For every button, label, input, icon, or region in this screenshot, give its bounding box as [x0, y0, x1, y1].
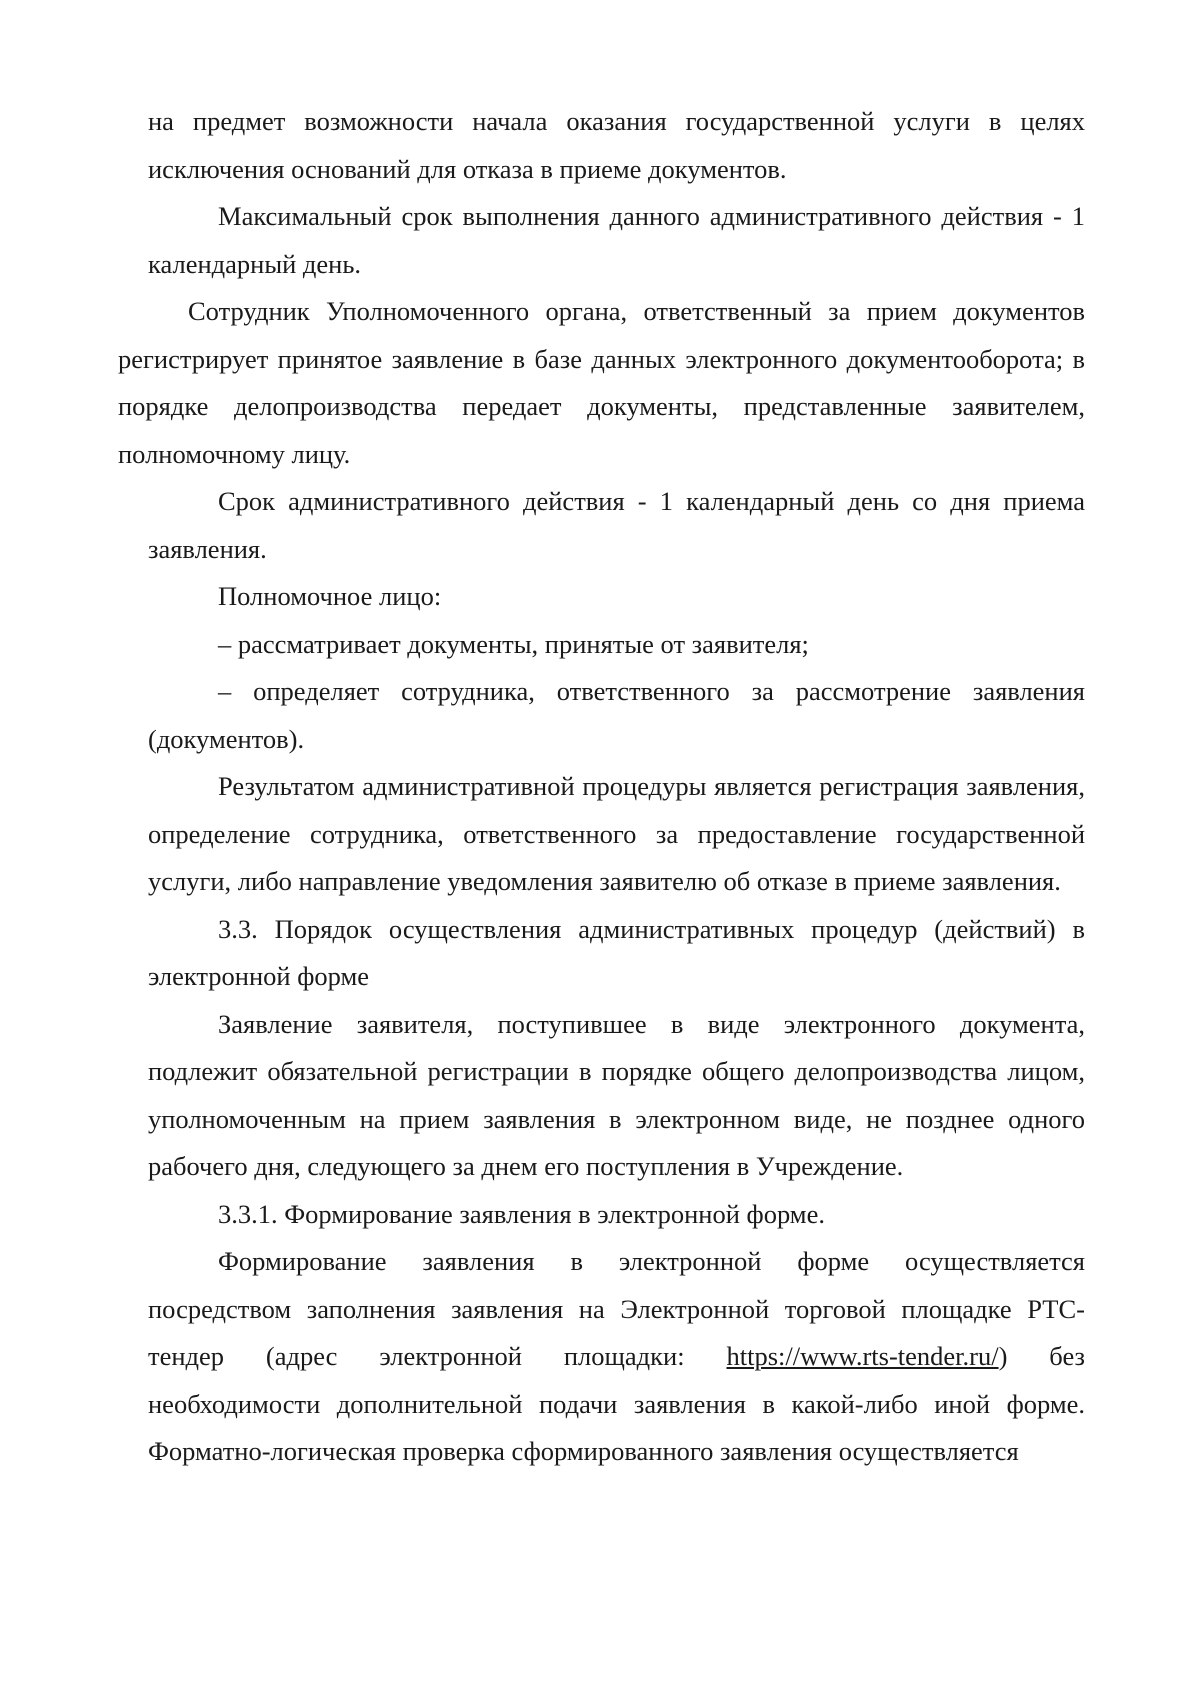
paragraph-max-term: Максимальный срок выполнения данного административного действия - 1 календарный день.	[148, 201, 1085, 279]
list-item-assigns-employee: – определяет сотрудника, ответственного за рассмотрение заявления (документов).	[148, 676, 1085, 754]
paragraph-action-term: Срок административного действия - 1 календарный день со дня приема заявления.	[148, 486, 1085, 564]
paragraph-text-before-link: Формирование заявления в электронной форме осуществляется посредством заполнения заявления на Электронной торговой площадке РТС-тендер (адрес электронной площадки:	[148, 1246, 1085, 1371]
paragraph-procedure-result: Результатом административной процедуры является регистрация заявления, определение сотрудника, ответственного за предоставление государственной услуги, либо направление уведомления заявителю об отказе в приеме заявления.	[148, 771, 1085, 896]
paragraph-forming-application	[148, 1238, 1085, 1476]
paragraph-electronic-application: Заявление заявителя, поступившее в виде электронного документа, подлежит обязательной регистрации в порядке общего делопроизводства лицом, уполномоченным на прием заявления в электронном виде, не позднее одного рабочего дня, следующего за днем его поступления в Учреждение.	[148, 1008, 1085, 1181]
rts-tender-link[interactable]: https://www.rts-tender.ru/	[726, 1341, 999, 1371]
section-heading-3-3: 3.3. Порядок осуществления административных процедур (действий) в электронной форме	[148, 913, 1085, 991]
paragraph-text-after-link: ) без необходимости дополнительной подачи заявления в какой-либо иной форме. Форматно-логическая проверка сформированного заявления осуществляется	[148, 1341, 1085, 1466]
list-item-reviews-documents: – рассматривает документы, принятые от заявителя;	[218, 628, 809, 659]
paragraph-continuation: на предмет возможности начала оказания государственной услуги в целях исключения оснований для отказа в приеме документов.	[148, 106, 1085, 184]
paragraph-employee-registration: Сотрудник Уполномоченного органа, ответственный за прием документов регистрирует принятое заявление в базе данных электронного документооборота; в порядке делопроизводства передает документы, представленные заявителем, полномочному лицу.	[118, 296, 1085, 469]
paragraph-authorized-person: Полномочное лицо:	[218, 581, 442, 611]
section-heading-3-3-1: 3.3.1. Формирование заявления в электронной форме.	[218, 1198, 825, 1229]
